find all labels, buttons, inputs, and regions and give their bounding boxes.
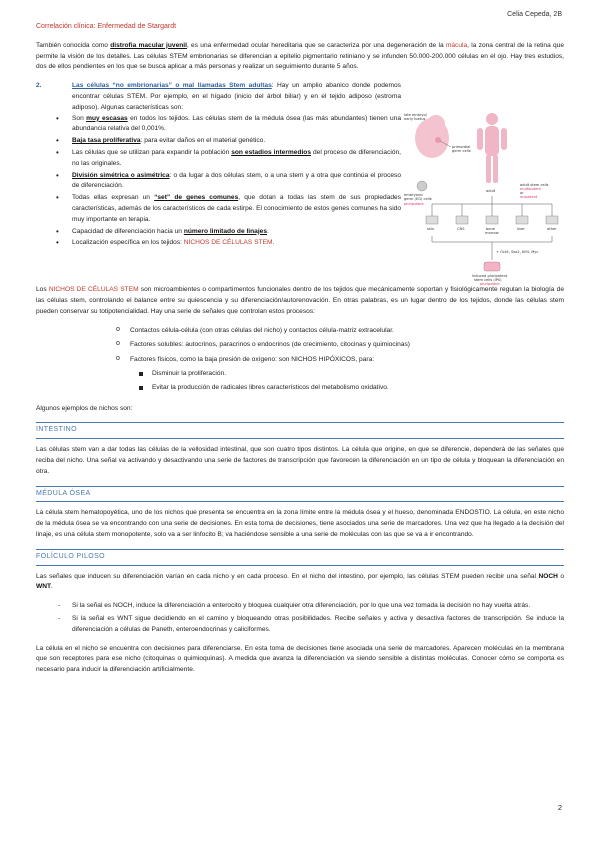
bone-marrow-tissue xyxy=(486,216,498,224)
section-heading-row xyxy=(36,81,401,113)
item-text: Son xyxy=(72,114,87,122)
intro-text-3: , la zona central de la retina que permite la visión de los detalles. Las células STEM embrionarias se diferencian a epitelio pigmentario retiniano y se infunden 50.000-200.000 células en el ojo. Hay tres estudios, dos de ellos pendientes en los que se busca aplicar a más personas y realizar un seguimiento durante 5 años. xyxy=(36,41,564,71)
author-name: Celia Cepeda, 2B xyxy=(507,11,562,18)
wnt-term: WNT xyxy=(36,583,52,591)
item-text: . xyxy=(267,227,269,235)
liver-tissue xyxy=(516,216,528,224)
ips-cell xyxy=(484,262,500,271)
item-text: Capacidad de diferenciación hacia un xyxy=(72,227,184,235)
item-text: Factores físicos, como la baja presión de oxígeno: son NICHOS HIPÓXICOS, para: xyxy=(130,356,375,364)
signals-list xyxy=(36,326,564,394)
list-item: o Factores solubles: autocrinos, paracrinos o endocrinos (de crecimiento, citocinas y quimiocinas) xyxy=(130,340,564,351)
fig-label: primordial xyxy=(452,145,471,149)
fig-label: liver xyxy=(517,227,525,231)
germ-cell-dot xyxy=(435,137,441,143)
item-bold: muy escasas xyxy=(86,114,128,122)
bone-marrow-heading: MÉDULA ÓSEA xyxy=(36,486,564,503)
examples-intro: Algunos ejemplos de nichos son: xyxy=(36,404,133,412)
list-item xyxy=(72,136,401,147)
follicle-text-3: . xyxy=(51,583,53,591)
list-item xyxy=(72,171,401,193)
cns-tissue xyxy=(456,216,468,224)
fig-label: adult stem cells xyxy=(520,183,549,187)
adult-arm-left xyxy=(477,128,483,150)
list-item: - Si la señal es WNT sigue decidiendo en el camino y bloqueando otras posibilidades. Recibe señales y activa y desactiva factores de transcripción. Se induce la diferenciación a células de Paneth, enteroendocrinas y caliciformes. xyxy=(72,614,564,636)
list-item: Disminuir la proliferación. xyxy=(152,369,564,380)
list-item xyxy=(72,238,401,249)
follicle-text-1: Las señales que inducen su diferenciación varían en cada nicho y en cada proceso. En el nicho del intestino, por ejemplo, las células STEM pueden recibir una señal xyxy=(36,572,539,580)
eg-cell xyxy=(417,181,427,191)
item-text: del proceso de diferenciación, no las originales. xyxy=(72,148,401,167)
niches-text-1: Los xyxy=(36,286,49,294)
bone-marrow-paragraph: La célula stem hematopoyética, uno de los nichos que presenta se encuentra en la zona límite entre la médula ósea y el hueso, denominada ENDOSTIO. La célula, en este nicho de la médula ósea se va encontrando con una serie de decisiones. En esta toma de decisiones, tiene asociados una serie de marcadores. Una vez que ha llegado a la decisión del linaje, es una célula stem monopotente, solo va a ser linfocito B; va haciéndose sensible a una serie de moléculas con las que se va a ir encontrando. xyxy=(36,509,564,538)
adult-arm-right xyxy=(501,128,507,150)
fig-label: other xyxy=(547,227,557,231)
fig-label: + Oct4, Sox2, Klf4, Myc xyxy=(496,250,539,254)
fig-label: induced pluripotent xyxy=(472,274,508,278)
fig-label: skin xyxy=(427,227,435,231)
fig-label: or xyxy=(520,191,524,195)
foetus-head xyxy=(427,115,445,133)
item-text: . xyxy=(272,239,275,247)
item-text: : o da lugar a dos células stem, o a una stem y a otra que continúa el proceso de diferenciación. xyxy=(72,171,401,190)
intestine-heading: INTESTINO xyxy=(36,422,564,439)
niches-text-2: son microambientes o compartimentos funcionales dentro de los tejidos que mecánicamente soportan y fisiológicamente regulan la biología de las células stem, controlando el balance entre su quiescencia y su diferenciación/autorenovación. En otras palabras, es un lugar dentro de los tejidos, donde las células stem pueden conservar su totipotencialidad. Hay una serie de señales que controlan estos procesos: xyxy=(36,286,564,315)
page-number: 2 xyxy=(557,803,562,812)
skin-tissue xyxy=(426,216,438,224)
item-text: Las células que se utilizan para expandir la población xyxy=(72,148,232,156)
hair-follicle-paragraph xyxy=(36,572,564,594)
section-number: 2. xyxy=(36,82,42,90)
noch-term: NOCH xyxy=(538,572,558,580)
list-item: - Si la señal es NOCH, induce la diferenciación a enterocito y bloquea cualquier otra diferenciación, por lo que una vez tomada la decisión no hay vuelta atrás. xyxy=(72,601,564,612)
list-item xyxy=(72,148,401,170)
adult-leg-right xyxy=(493,155,498,183)
fig-label: early foetus xyxy=(404,117,426,121)
item-red-term: NICHOS DE CÉLULAS STEM xyxy=(183,239,273,247)
fig-label: adult xyxy=(486,189,496,193)
closing-paragraph: La célula en el nicho se encuentra con decisiones para diferenciarse. En esta toma de decisiones tiene asociada una serie de marcadores. Aparecen moléculas en la membrana que son receptores para ese nicho (citoquinas o quimioquinas). A medida que avanza la diferenciación va siendo sensible a distintas moléculas. Conocer cómo se comporta es necesario para inducir la diferenciación artificialmente. xyxy=(36,644,564,674)
fig-label: late embryo/ xyxy=(404,113,427,117)
fig-label: pluripotent xyxy=(404,202,424,206)
item-bold: son estadios intermedios xyxy=(231,148,312,156)
fig-label: embryonic xyxy=(404,193,424,197)
fig-label: germ (EG) cells xyxy=(404,197,432,201)
characteristics-list xyxy=(36,114,401,250)
follicle-text-2: o xyxy=(557,572,564,580)
list-item xyxy=(130,355,564,393)
hypoxic-niche-list xyxy=(130,369,564,394)
list-item xyxy=(72,193,401,225)
fig-label: CNS xyxy=(457,227,465,231)
item-text: en todos los tejidos. Las células stem de la médula ósea (las más abundantes) tienen una abundancia relativa del 0,001%. xyxy=(72,114,401,133)
adult-head xyxy=(486,113,498,125)
item-bold: “set” de genes comunes xyxy=(154,194,239,202)
fig-label: unipotent xyxy=(520,195,538,199)
intro-macula-term: mácula xyxy=(445,41,468,49)
fig-label: stem cells (iPS) xyxy=(474,278,502,282)
list-item xyxy=(72,114,401,136)
clinical-correlation-title: Correlación clínica: Enfermedad de Stargardt xyxy=(36,23,177,30)
list-item: Evitar la producción de radicales libres característicos del metabolismo oxidativo. xyxy=(152,383,564,394)
section-intro-text: : Hay un amplio abanico donde podemos encontrar células STEM. Por ejemplo, en el hígado (inicio del árbol biliar) y en el tejido adiposo (estroma adiposo). Algunas características son: xyxy=(72,82,401,111)
list-item xyxy=(72,227,401,238)
fig-label: multipotent xyxy=(520,187,541,191)
fig-label: germ cells xyxy=(452,149,471,153)
adult-body xyxy=(485,126,499,156)
item-bold: Baja tasa proliferativa xyxy=(72,137,141,145)
item-text: Localización específica en los tejidos: xyxy=(72,239,184,247)
niches-red-term: NICHOS DE CÉLULAS STEM xyxy=(48,286,139,294)
section-text-column xyxy=(36,81,401,250)
fig-label: bone xyxy=(486,227,495,231)
item-text: : para evitar daños en el material genético. xyxy=(140,137,266,145)
other-tissue xyxy=(546,216,558,224)
intestine-paragraph: Las células stem van a dar todas las células de la vellosidad intestinal, que son cuatro tipos distintos. La célula que origine, en que se diferencie, dependerá de las señales que reciba del nicho. Una señal va activando y desactivando una serie de factores de transcripción que favorecen la diferenciación en un tipo de célula y bloquean la diferenciación en otra. xyxy=(36,446,564,475)
adult-leg-left xyxy=(486,155,491,183)
item-bold: División simétrica o asimétrica xyxy=(72,171,170,179)
item-bold: número limitado de linajes xyxy=(183,227,267,235)
item-text: Todas ellas expresan un xyxy=(72,194,155,202)
section-heading-link[interactable]: Las células “no embrionarias” o mal llamadas Stem adultas xyxy=(72,82,272,90)
fig-label: marrow xyxy=(485,231,499,235)
hair-follicle-heading: FOLÍCULO PILOSO xyxy=(36,549,564,566)
intro-text-1: También conocida como xyxy=(36,41,111,49)
intro-bold-term: distrofia macular juvenil xyxy=(110,41,187,49)
list-item: o Contactos célula-célula (con otras células del nicho) y contactos célula-matriz extracelular. xyxy=(130,326,564,337)
fig-label: pluripotent xyxy=(480,282,500,286)
intro-text-2: , es una enfermedad ocular hereditaria que se caracteriza por una degeneración de la xyxy=(186,41,446,49)
section-intro xyxy=(72,81,401,113)
intro-paragraph xyxy=(36,41,564,73)
item-text: , que dotan a todas las stem de sus propiedades características, además de los característicos de cada estirpe. El conocimiento de estos genes comunes ha sido muy importante en terapia. xyxy=(72,194,401,223)
stem-cell-lineage-figure xyxy=(402,110,562,296)
signal-dash-list xyxy=(36,601,564,635)
